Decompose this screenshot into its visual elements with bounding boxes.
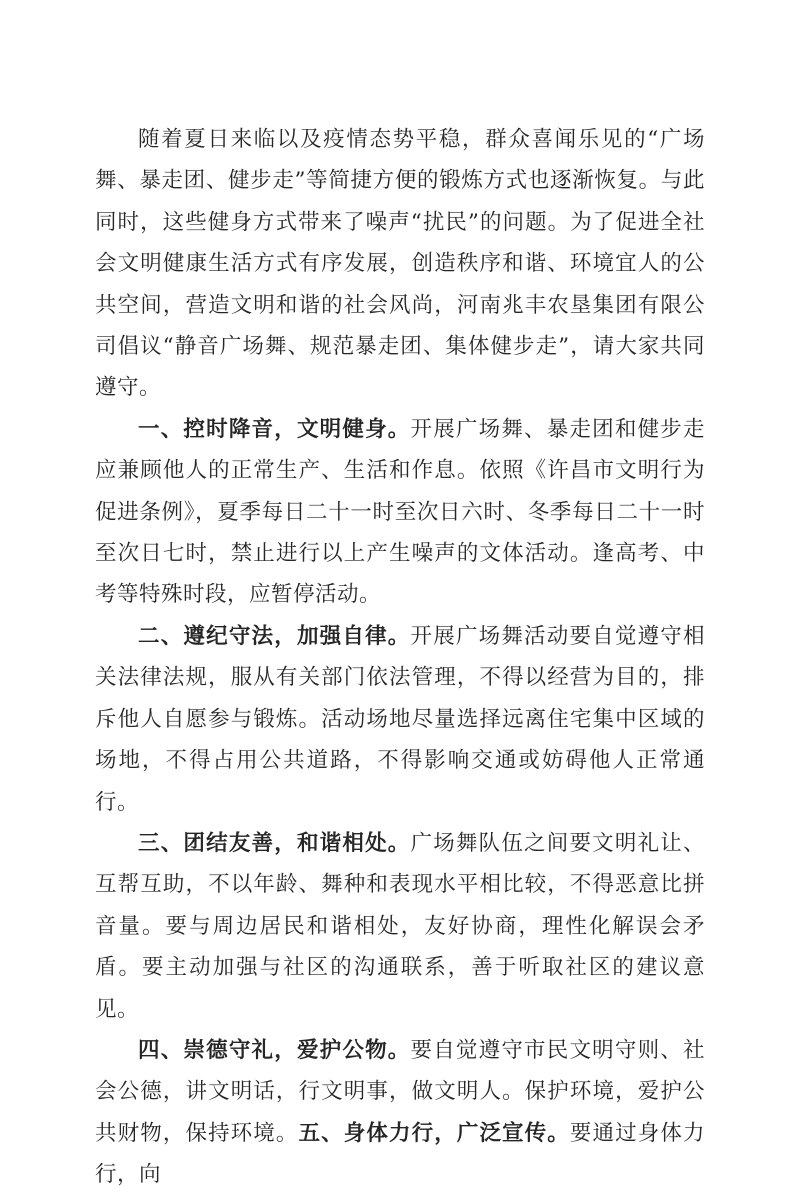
section-heading-run: 三、团结友善，和谐相处。 [138,830,411,856]
text-run: 要自觉遵守市民文明守则、社会公德，讲文明话，行文明事，做文明人。保护环境，爱护公共财物，保持环境。 [95,1037,705,1146]
section-heading-run: 五、身体力行，广泛宣传。 [298,1120,570,1146]
text-run: 广场舞队伍之间要文明礼让、互帮互助，不以年龄、舞种和表现水平相比较，不得恶意比拼音量。要与周边居民和谐相处，友好协商，理性化解误会矛盾。要主动加强与社区的沟通联系，善于听取社区的建议意见。 [95,830,705,1022]
section-heading-run: 一、控时降音，文明健身。 [138,416,411,442]
paragraph [95,823,705,1030]
text-run: 开展广场舞活动要自觉遵守相关法律法规，服从有关部门依法管理，不得以经营为目的，排斥他人自愿参与锻炼。活动场地尽量选择远离住宅集中区域的场地，不得占用公共道路，不得影响交通或妨碍他人正常通行。 [95,623,705,815]
section-heading-run: 四、崇德守礼，爱护公物。 [138,1037,411,1063]
paragraph [95,409,705,616]
text-run: 随着夏日来临以及疫情态势平稳，群众喜闻乐见的“广场舞、暴走团、健步走”等简捷方便的锻炼方式也逐渐恢复。与此同时，这些健身方式带来了噪声“扰民”的问题。为了促进全社会文明健康生活方式有序发展，创造秩序和谐、环境宜人的公共空间，营造文明和谐的社会风尚，河南兆丰农垦集团有限公司倡议“静音广场舞、规范暴走团、集体健步走”，请大家共同遵守。 [95,127,705,401]
section-heading-run: 二、遵纪守法，加强自律。 [138,623,411,649]
paragraph [95,119,705,409]
text-run: 开展广场舞、暴走团和健步走应兼顾他人的正常生产、生活和作息。依照《许昌市文明行为促进条例》，夏季每日二十一时至次日六时、冬季每日二十一时至次日七时，禁止进行以上产生噪声的文体活动。逢高考、中考等特殊时段，应暂停活动。 [95,416,705,608]
paragraph [95,1030,705,1196]
paragraph [95,616,705,823]
document-body [95,119,705,1196]
text-run: 要通过身体力行，向 [95,1120,705,1188]
